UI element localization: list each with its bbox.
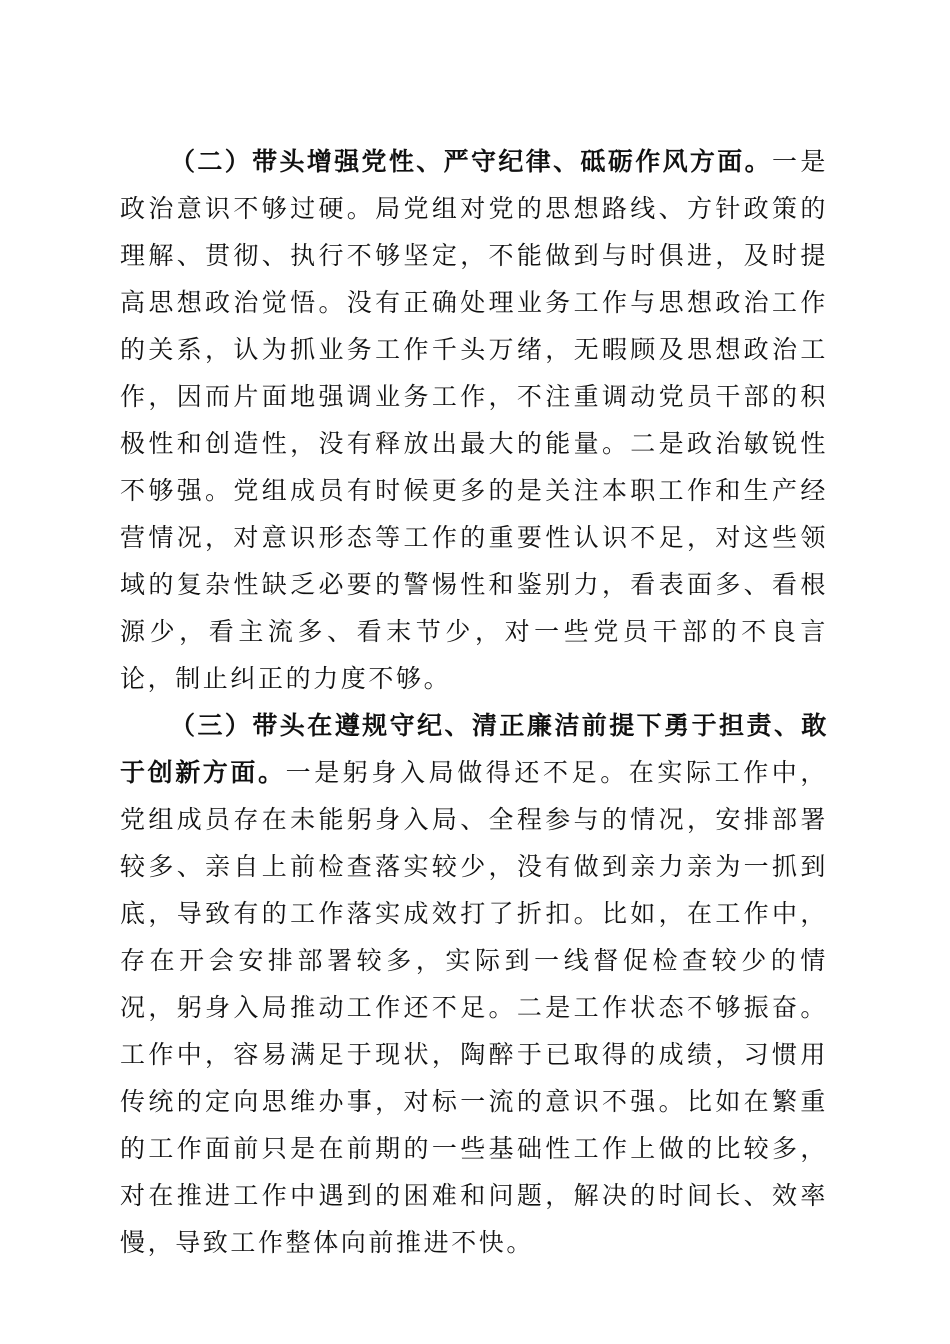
paragraph-section-three	[120, 702, 828, 1266]
section-three-body: 一是躬身入局做得还不足。在实际工作中，党组成员存在未能躬身入局、全程参与的情况，安排部署较多、亲自上前检查落实较少，没有做到亲力亲为一抓到底，导致有的工作落实成效打了折扣。比如，在工作中，存在开会安排部署较多，实际到一线督促检查较少的情况，躬身入局推动工作还不足。二是工作状态不够振奋。工作中，容易满足于现状，陶醉于已取得的成绩，习惯用传统的定向思维办事，对标一流的意识不强。比如在繁重的工作面前只是在前期的一些基础性工作上做的比较多，对在推进工作中遇到的困难和问题，解决的时间长、效率慢，导致工作整体向前推进不快。	[120, 758, 828, 1257]
section-two-body: 一是政治意识不够过硬。局党组对党的思想路线、方针政策的理解、贯彻、执行不够坚定，不能做到与时俱进，及时提高思想政治觉悟。没有正确处理业务工作与思想政治工作的关系，认为抓业务工作千头万绪，无暇顾及思想政治工作，因而片面地强调业务工作，不注重调动党员干部的积极性和创造性，没有释放出最大的能量。二是政治敏锐性不够强。党组成员有时候更多的是关注本职工作和生产经营情况，对意识形态等工作的重要性认识不足，对这些领域的复杂性缺乏必要的警惕性和鉴别力，看表面多、看根源少，看主流多、看末节少，对一些党员干部的不良言论，制止纠正的力度不够。	[120, 147, 828, 693]
section-two-heading: （二）带头增强党性、严守纪律、砥砺作风方面。	[170, 147, 773, 176]
paragraph-section-two	[120, 138, 828, 702]
document-body	[120, 138, 828, 1266]
section-three-heading: （三）带头在遵规守纪、清正廉洁前提下勇于担责、敢于创新方面。	[120, 711, 828, 787]
